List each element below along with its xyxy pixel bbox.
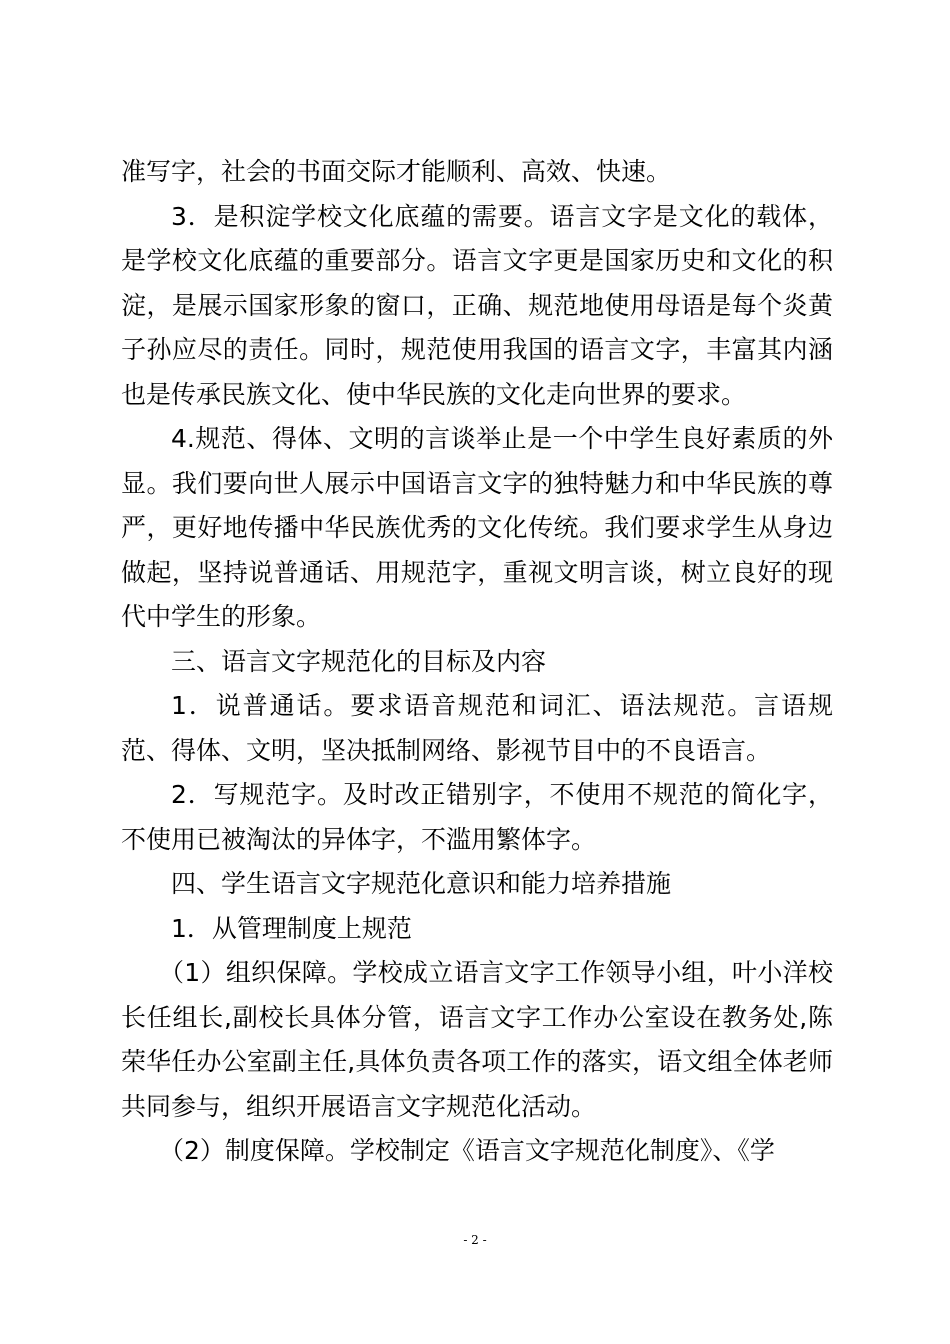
paragraph-10: （2）制度保障。学校制定《语言文字规范化制度》、《学 xyxy=(159,1136,775,1165)
paragraph-5: 1．说普通话。要求语音规范和词汇、语法规范。言语规范、得体、文明，坚决抵制网络、影视节目中的不良语言。 xyxy=(121,691,833,765)
paragraph-2: 3．是积淀学校文化底蕴的需要。语言文字是文化的载体，是学校文化底蕴的重要部分。语言文字更是国家历史和文化的积淀，是展示国家形象的窗口，正确、规范地使用母语是每个炎黄子孙应尽的责任。同时，规范使用我国的语言文字，丰富其内涵也是传承民族文化、使中华民族的文化走向世界的要求。 xyxy=(121,201,833,409)
section-heading-4: 四、学生语言文字规范化意识和能力培养措施 xyxy=(171,869,672,898)
subheading-1: 1．从管理制度上规范 xyxy=(171,913,412,943)
paragraph-3: 4.规范、得体、文明的言谈举止是一个中学生良好素质的外显。我们要向世人展示中国语言文字的独特魅力和中华民族的尊严，更好地传播中华民族优秀的文化传统。我们要求学生从身边做起，坚持说普通话、用规范字，重视文明言谈，树立良好的现代中学生的形象。 xyxy=(121,424,833,631)
paragraph-6: 2．写规范字。及时改正错别字，不使用不规范的简化字，不使用已被淘汰的异体字，不滥用繁体字。 xyxy=(121,780,833,854)
paragraph-9: （1）组织保障。学校成立语言文字工作领导小组，叶小洋校长任组长,副校长具体分管，语言文字工作办公室设在教务处,陈荣华任办公室副主任,具体负责各项工作的落实，语文组全体老师共同参与，组织开展语言文字规范化活动。 xyxy=(121,958,833,1121)
section-heading-3: 三、语言文字规范化的目标及内容 xyxy=(171,646,547,676)
page-number: - 2 - xyxy=(463,1233,487,1247)
document-body xyxy=(121,150,833,1174)
paragraph-1: 准写字，社会的书面交际才能顺利、高效、快速。 xyxy=(121,157,672,186)
